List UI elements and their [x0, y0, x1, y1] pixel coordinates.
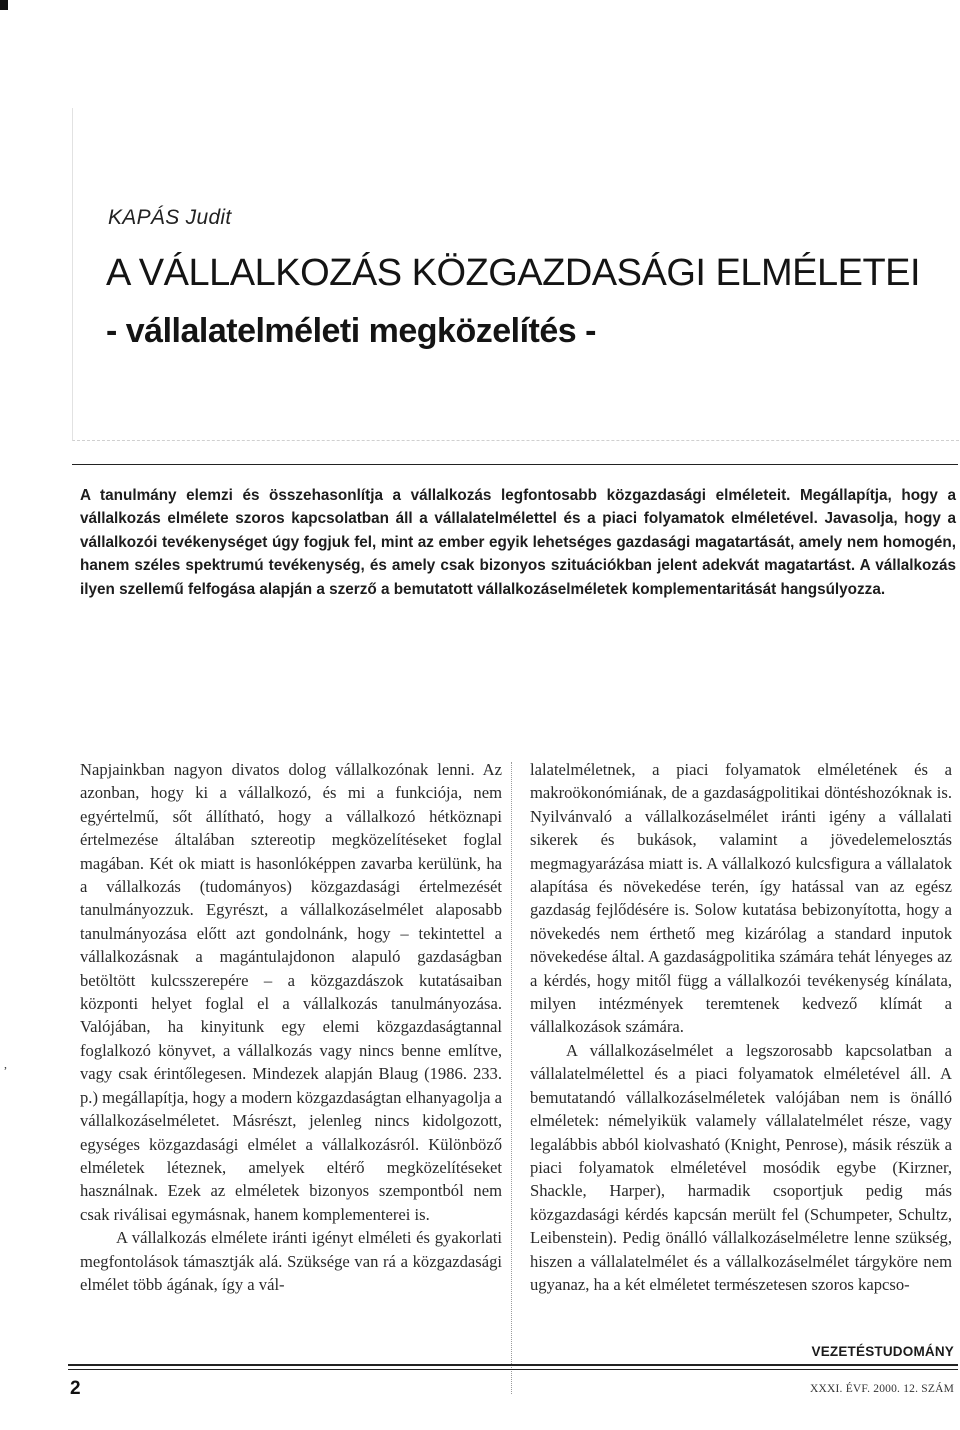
abstract: A tanulmány elemzi és összehasonlítja a vállalkozás legfontosabb közgazdasági elméleteit. Megállapítja, hogy a vállalkozás elmélete szoros kapcsolatban áll a vállalatelmélettel és a piaci folyamatok elméletével. Javasolja, hogy a vállalkozói tevékenységet úgy fogjuk fel, mint az ember egyik lehetséges gazdasági magatartását, amely nem homogén, hanem széles spektrumú tevékenység, és amely csak bizonyos szituációkban jelent adekvát magatartást. A vállalkozás ilyen szellemű felfogása alapján a szerző a bemutatott vállalkozáselméletek komplementaritását hangsúlyozza. — [80, 487, 956, 598]
abstract-top-rule — [72, 464, 958, 465]
article-title: A VÁLLALKOZÁS KÖZGAZDASÁGI ELMÉLETEI — [106, 252, 921, 294]
body-paragraph: A vállalkozás elmélete iránti igényt elméleti és gyakorlati megfontolások támasztják alá. Szüksége van rá a közgazdasági elmélet több ágának, így a vál- — [80, 1228, 502, 1294]
body-column-right — [530, 758, 952, 1296]
page-number: 2 — [70, 1378, 81, 1399]
issue-info: XXXI. ÉVF. 2000. 12. SZÁM — [810, 1383, 954, 1395]
footer-rule — [68, 1364, 958, 1366]
scan-corner-mark — [0, 0, 8, 10]
author-name: KAPÁS Judit — [108, 206, 232, 229]
column-divider — [511, 762, 512, 1394]
margin-mark: , — [4, 1057, 7, 1071]
body-paragraph: Napjainkban nagyon divatos dolog vállalkozónak lenni. Az azonban, hogy ki a vállalkozó, és mi a funkciója, nem egyértelmű, sőt állítható, hogy a vállalkozó hétköznapi értelmezése általában sztereotip megközelítéseket foglal magában. Két ok miatt is hasonlóképpen zavarba kerülünk, ha a vállalkozás (tudományos) közgazdasági értelmezését tanulmányozzuk. Egyrészt, a vállalkozáselmélet alaposabb tanulmányozása előtt azt gondolnánk, hogy – tekintettel a vállalkozásnak a magántulajdonon alapuló gazdaságban betöltött kulcsszerepére – a közgazdászok kutatásaiban központi helyet foglal el a vállalkozás tanulmányozása. Valójában, ha kinyitunk egy elemi közgazdaságtannal foglalkozó könyvet, a vállalkozás vagy nincs benne említve, vagy csak érintőlegesen. Mindezek alapján Blaug (1986. 233. p.) megállapítja, hogy a modern közgazdaságtan elhanyagolja a vállalkozáselméletet. Másrészt, jelenleg nincs kidolgozott, egységes közgazdasági elmélet a vállalkozásról. Különböző elméletek léteznek, amelyek eltérő megközelítéseket használnak. Ezek az elméletek bizonyos szempontból nem csak riválisai egymásnak, hanem komplementerei is. — [80, 760, 502, 1224]
article-subtitle: - vállalatelméleti megközelítés - — [106, 312, 596, 350]
body-column-left — [80, 758, 502, 1296]
journal-name: VEZETÉSTUDOMÁNY — [811, 1344, 954, 1359]
footer-rule-thin — [68, 1369, 958, 1370]
body-paragraph: A vállalkozáselmélet a legszorosabb kapcsolatban a vállalatelmélettel és a piaci folyamatok elméletével áll. A bemutatandó vállalkozáselméletek valójában nem is önálló elméletek: némelyikük valamely vállalatelmélet része, vagy legalábbis abból kiolvasható (Knight, Penrose), másik részük a piaci folyamatok elméletével mosódik egybe (Kirzner, Shackle, Harper), harmadik csoportjuk pedig más közgazdasági kérdés kapcsán merült fel (Schumpeter, Schultz, Leibenstein). Pedig önálló vállalkozáselméletre lenne szükség, hiszen a vállalatelmélet és a vállalkozáselmélet tárgyköre nem ugyanaz, ha a két elméletet természetesen szoros kapcso- — [530, 1040, 952, 1294]
body-paragraph: lalatelméletnek, a piaci folyamatok elméletének és a makroökonómiának, de a gazdaságpolitikai döntéshozóknak is. Nyilvánvaló a vállalkozáselmélet iránti igény a vállalati sikerek és bukások, valamint a jövedelemelosztás megmagyarázása miatt is. A vállalkozó kulcsfigura a vállalatok alapítása és növekedése terén, így hatással van az egész gazdaság fejlődésére is. Solow kutatása bebizonyította, hogy a növekedés nem érthető meg kizárólag a standard inputok növekedése által. A gazdaságpolitika számára tehát lényeges az a kérdés, hogy mitől függ a vállalkozói tevékenység kínálata, milyen intézmények teremtenek kedvező klímát a vállalkozások számára. — [530, 760, 952, 1037]
